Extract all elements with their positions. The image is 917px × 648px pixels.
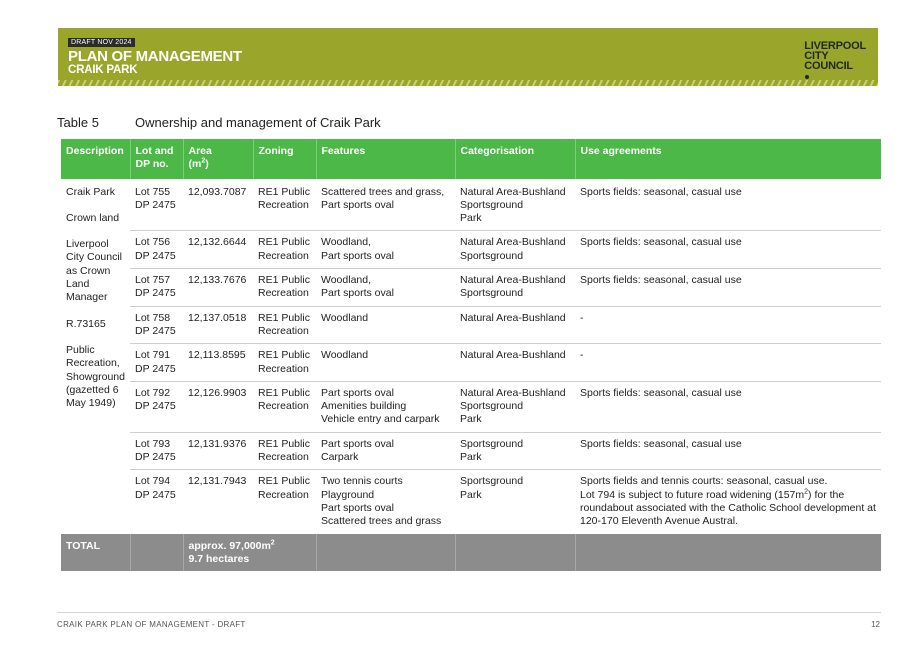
area-cell: 12,131.7943 — [183, 470, 253, 534]
zoning-cell — [253, 179, 316, 231]
category-item: Sportsground — [460, 400, 524, 413]
category-item: Natural Area-Bushland — [460, 274, 566, 287]
feature-item: Part sports oval — [321, 437, 394, 450]
zoning-line: RE1 Public — [258, 475, 310, 488]
area-unit-sup: 2 — [201, 157, 206, 165]
use-agreement-cell — [575, 306, 881, 344]
lot-line: Lot 793 — [135, 437, 171, 450]
feature-item: Scattered trees and grass, — [321, 185, 445, 198]
category-item: Sportsground — [460, 198, 524, 211]
zoning-line: RE1 Public — [258, 311, 310, 324]
column-header-lot-line: Lot and — [135, 145, 174, 157]
note-text-after: ) for the roundabout associated with the Catholic School development at 120-170 Eleventh Avenue Austral. — [580, 488, 876, 528]
category-item: Park — [460, 451, 482, 464]
lot-line: DP 2475 — [135, 362, 176, 375]
column-header-area-unit — [189, 158, 248, 171]
categorisation-cell — [455, 179, 575, 231]
use-agreement-line: - — [580, 311, 584, 324]
zoning-line: RE1 Public — [258, 236, 310, 249]
table-header-row — [61, 139, 881, 179]
category-item: Natural Area-Bushland — [460, 185, 566, 198]
lot-line: DP 2475 — [135, 451, 176, 464]
total-area-sup: 2 — [270, 539, 275, 547]
zoning-line: Recreation — [258, 488, 309, 501]
document-title: PLAN OF MANAGEMENT — [68, 48, 242, 65]
category-item: Natural Area-Bushland — [460, 349, 566, 362]
feature-item: Part sports oval — [321, 501, 394, 514]
table-row — [61, 179, 881, 231]
use-agreement-cell — [575, 344, 881, 382]
zoning-line: Recreation — [258, 451, 309, 464]
total-area-line — [189, 540, 312, 553]
description-item: Craik Park — [66, 185, 116, 198]
table-row — [61, 269, 881, 307]
zoning-cell — [253, 306, 316, 344]
table-caption — [57, 115, 381, 130]
lot-line: Lot 756 — [135, 236, 171, 249]
table-row — [61, 231, 881, 269]
zoning-cell — [253, 269, 316, 307]
use-agreement-cell — [575, 269, 881, 307]
category-item: Natural Area-Bushland — [460, 236, 566, 249]
table-row — [61, 381, 881, 432]
features-cell — [316, 231, 455, 269]
lot-cell — [130, 381, 183, 432]
use-agreement-cell — [575, 470, 881, 534]
lot-line: Lot 758 — [135, 311, 171, 324]
use-agreement-line: Sports fields: seasonal, casual use — [580, 386, 742, 399]
road-widening-note — [580, 489, 877, 529]
lot-cell — [130, 432, 183, 470]
categorisation-cell — [455, 306, 575, 344]
lot-line: DP 2475 — [135, 198, 176, 211]
use-agreement-line: Sports fields: seasonal, casual use — [580, 274, 742, 287]
total-empty-cell — [455, 534, 575, 572]
feature-item: Scattered trees and grass — [321, 515, 442, 528]
category-item: Sportsground — [460, 437, 524, 450]
categorisation-cell — [455, 269, 575, 307]
note-text-before: Lot 794 is subject to future road widening (157m — [580, 488, 805, 501]
total-area — [183, 534, 316, 572]
column-header-features: Features — [316, 139, 455, 179]
description-item: R.73165 — [66, 317, 106, 330]
categorisation-cell — [455, 470, 575, 534]
use-agreement-line: Sports fields: seasonal, casual use — [580, 437, 742, 450]
category-item: Park — [460, 488, 482, 501]
feature-item: Woodland — [321, 311, 369, 324]
total-hectares: 9.7 hectares — [188, 552, 250, 565]
draft-tag: DRAFT NOV 2024 — [68, 38, 135, 47]
lot-line: DP 2475 — [135, 400, 176, 413]
description-item: Public Recreation, Showground (gazetted 6 May 1949) — [66, 343, 125, 410]
area-cell: 12,132.6644 — [183, 231, 253, 269]
column-header-area — [183, 139, 253, 179]
description-item: Liverpool City Council as Crown Land Manager — [66, 238, 123, 304]
lot-cell — [130, 269, 183, 307]
lot-line: DP 2475 — [135, 287, 176, 300]
features-cell — [316, 306, 455, 344]
lot-line: Lot 757 — [135, 274, 171, 287]
use-agreement-cell — [575, 231, 881, 269]
feature-item: Part sports oval — [321, 287, 394, 300]
features-cell — [316, 381, 455, 432]
category-item: Natural Area-Bushland — [460, 311, 566, 324]
zoning-line: Recreation — [258, 324, 309, 337]
zoning-line: Recreation — [258, 362, 309, 375]
column-header-use: Use agreements — [575, 139, 881, 179]
total-label: TOTAL — [61, 534, 130, 572]
categorisation-cell — [455, 231, 575, 269]
categorisation-cell — [455, 344, 575, 382]
area-cell: 12,113.8595 — [183, 344, 253, 382]
use-agreement-line: Sports fields: seasonal, casual use — [580, 185, 742, 198]
area-cell: 12,093.7087 — [188, 185, 247, 198]
area-unit-close: ) — [205, 158, 209, 171]
logo-line: CITY — [804, 50, 829, 62]
lot-line: Lot 791 — [135, 349, 171, 362]
area-cell: 12,137.0518 — [183, 306, 253, 344]
lot-line: DP 2475 — [135, 324, 176, 337]
zoning-cell — [253, 381, 316, 432]
categorisation-cell — [455, 432, 575, 470]
total-empty-cell — [130, 534, 183, 572]
feature-item: Part sports oval — [321, 249, 394, 262]
feature-item: Woodland, — [321, 236, 372, 249]
zoning-cell — [253, 344, 316, 382]
lot-line: DP 2475 — [135, 488, 176, 501]
document-subtitle: CRAIK PARK — [68, 64, 138, 76]
use-agreement-line: Sports fields: seasonal, casual use — [580, 236, 742, 249]
feature-item: Part sports oval — [321, 198, 394, 211]
column-header-area-line: Area — [188, 145, 212, 157]
category-item: Park — [460, 212, 482, 225]
feature-item: Vehicle entry and carpark — [321, 413, 440, 426]
features-cell — [316, 179, 455, 231]
footer-divider — [57, 612, 881, 613]
logo-line-text: COUNCIL — [804, 60, 853, 72]
area-unit-text: (m — [188, 158, 202, 171]
zoning-line: Recreation — [258, 287, 309, 300]
features-cell — [316, 432, 455, 470]
table-number: Table 5 — [57, 115, 99, 130]
feature-item: Carpark — [321, 451, 359, 464]
features-cell — [316, 269, 455, 307]
area-cell: 12,133.7676 — [183, 269, 253, 307]
use-agreement-cell — [575, 432, 881, 470]
zoning-line: Recreation — [258, 249, 309, 262]
feature-item: Playground — [321, 488, 375, 501]
area-cell: 12,126.9903 — [183, 381, 253, 432]
features-cell — [316, 470, 455, 534]
features-cell — [316, 344, 455, 382]
area-cell: 12,131.9376 — [183, 432, 253, 470]
logo-line — [804, 61, 866, 81]
use-agreement-line: Sports fields and tennis courts: seasonal, casual use. — [580, 475, 828, 488]
table-title: Ownership and management of Craik Park — [135, 115, 381, 130]
table-row — [61, 306, 881, 344]
table-row — [61, 470, 881, 534]
zoning-line: Recreation — [258, 400, 309, 413]
liverpool-council-logo — [804, 41, 866, 81]
zoning-line: RE1 Public — [258, 274, 310, 287]
column-header-lot — [130, 139, 183, 179]
zoning-line: RE1 Public — [258, 437, 310, 450]
lot-line: Lot 794 — [135, 475, 171, 488]
lot-cell — [130, 344, 183, 382]
category-item: Sportsground — [460, 249, 524, 262]
zoning-line: RE1 Public — [258, 185, 310, 198]
category-item: Park — [460, 413, 482, 426]
lot-cell — [130, 470, 183, 534]
category-item: Sportsground — [460, 287, 524, 300]
feature-item: Woodland, — [321, 274, 372, 287]
total-row — [61, 534, 881, 572]
column-header-lot-line: DP no. — [135, 158, 169, 171]
header-banner — [58, 28, 878, 86]
ownership-table — [61, 139, 881, 571]
categorisation-cell — [455, 381, 575, 432]
column-header-categorisation: Categorisation — [455, 139, 575, 179]
note-sup: 2 — [804, 488, 809, 496]
description-item: Crown land — [66, 211, 120, 224]
table-row — [61, 344, 881, 382]
lot-cell — [130, 306, 183, 344]
feature-item: Two tennis courts — [321, 475, 403, 488]
total-empty-cell — [575, 534, 881, 572]
lot-line: DP 2475 — [135, 249, 176, 262]
table-row — [61, 432, 881, 470]
feature-item: Amenities building — [321, 400, 407, 413]
category-item: Sportsground — [460, 475, 524, 488]
column-header-zoning: Zoning — [253, 139, 316, 179]
footer-document-name: CRAIK PARK PLAN OF MANAGEMENT - DRAFT — [57, 620, 246, 629]
lot-line: Lot 755 — [135, 185, 171, 198]
category-item: Natural Area-Bushland — [460, 386, 566, 399]
zoning-cell — [253, 470, 316, 534]
lot-cell — [130, 179, 183, 231]
description-cell — [61, 179, 130, 534]
zoning-line: RE1 Public — [258, 386, 310, 399]
feature-item: Part sports oval — [321, 386, 394, 399]
lot-line: Lot 792 — [135, 386, 171, 399]
logo-line: LIVERPOOL — [804, 40, 866, 52]
logo-dot-icon — [805, 75, 809, 79]
banner-stripes — [58, 80, 878, 86]
page-number: 12 — [871, 620, 880, 629]
use-agreement-line: - — [580, 349, 584, 362]
feature-item: Woodland — [321, 349, 369, 362]
total-area-value: approx. 97,000m — [188, 539, 271, 552]
lot-cell — [130, 231, 183, 269]
use-agreement-cell — [575, 381, 881, 432]
zoning-cell — [253, 432, 316, 470]
use-agreement-cell — [575, 179, 881, 231]
zoning-line: Recreation — [258, 198, 309, 211]
column-header-description: Description — [61, 139, 130, 179]
total-empty-cell — [316, 534, 455, 572]
zoning-cell — [253, 231, 316, 269]
zoning-line: RE1 Public — [258, 349, 310, 362]
